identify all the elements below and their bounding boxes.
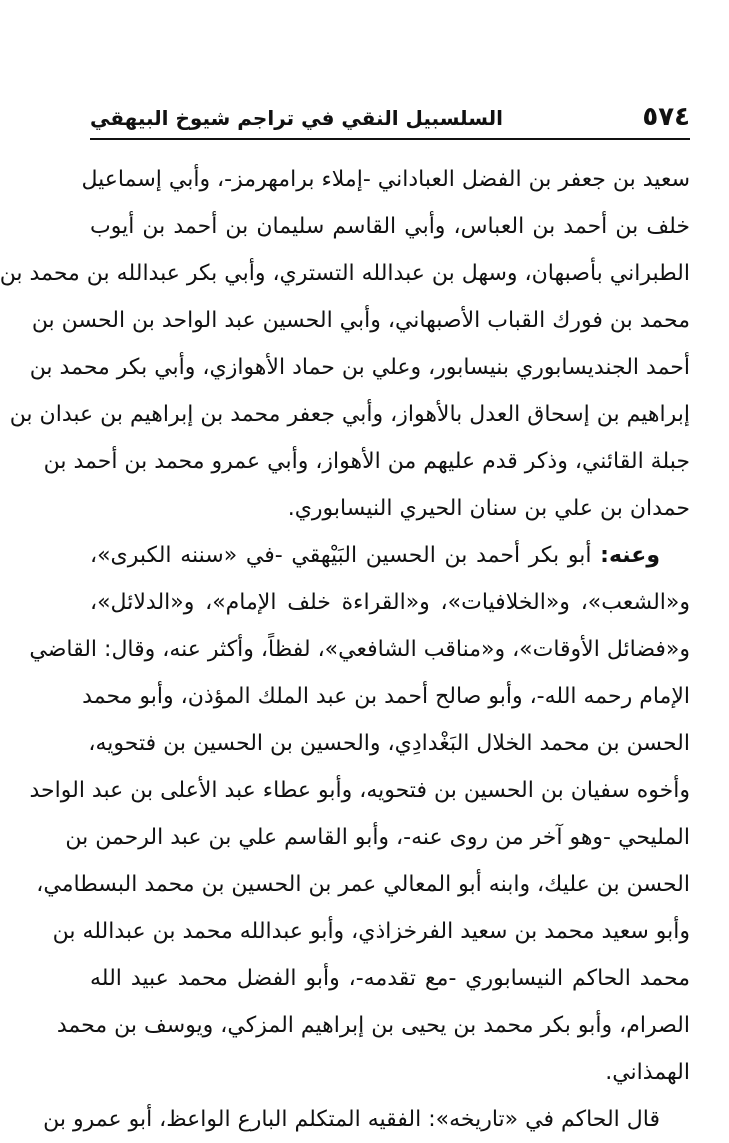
text-line [90,720,690,767]
text-line [90,532,690,579]
book-title: السلسبيل النقي في تراجم شيوخ البيهقي [90,106,503,130]
text-line [29,344,690,391]
text-line [31,297,690,344]
line-text: محمد بن فورك القباب الأصبهاني، وأبي الحسين عبد الواحد بن الحسن بن [31,308,690,333]
line-text: و«فضائل الأوقات»، و«مناقب الشافعي»، لفظاً، وأكثر عنه، وقال: القاضي [29,637,690,662]
header-rule [90,138,690,140]
text-line [29,626,690,673]
line-text: سعيد بن جعفر بن الفضل العباداني -إملاء برامهرمز-، وأبي إسماعيل [81,167,690,192]
line-text: جبلة القائني، وذكر قدم عليهم من الأهواز، وأبي عمرو محمد بن أحمد بن [43,449,690,474]
text-line [90,1049,690,1096]
line-text: الحسن بن عليك، وابنه أبو المعالي عمر بن الحسين بن محمد البسطامي، [36,872,690,897]
line-text: أبو بكر أحمد بن الحسين البَيْهقي -في «سننه الكبرى»، [90,543,601,568]
line-text: وأخوه سفيان بن الحسين بن فتحويه، وأبو عطاء عبد الأعلى بن عبد الواحد [29,778,690,803]
text-line [52,908,690,955]
line-text: و«الشعب»، و«الخلافيات»، و«القراءة خلف الإمام»، و«الدلائل»، [90,590,690,615]
line-text: حمدان بن علي بن سنان الحيري النيسابوري. [287,496,690,521]
text-line [9,391,690,438]
page-number: ٥٧٤ [642,102,690,132]
text-line [43,1096,690,1143]
text-line [65,814,690,861]
line-text: إبراهيم بن إسحاق العدل بالأهواز، وأبي جعفر محمد بن إبراهيم بن عبدان بن [9,402,690,427]
text-line [81,156,690,203]
line-text: الطبراني بأصبهان، وسهل بن عبدالله التستري، وأبي بكر عبدالله بن محمد بن [0,261,690,286]
line-text: خلف بن أحمد بن العباس، وأبي القاسم سليمان بن أحمد بن أيوب [90,214,690,239]
line-text: الإمام رحمه الله-، وأبو صالح أحمد بن عبد الملك المؤذن، وأبو محمد [82,684,690,709]
text-line [82,673,690,720]
line-text: قال الحاكم في «تاريخه»: الفقيه المتكلم البارع الواعظ، أبو عمرو بن [43,1107,660,1132]
text-line [36,861,690,908]
text-line [0,250,690,297]
body-text [0,156,690,1143]
line-text: الحسن بن محمد الخلال البَغْدادِي، والحسين بن الحسين بن فتحويه، [88,731,690,756]
running-header [90,100,690,136]
text-line [29,767,690,814]
line-text: محمد الحاكم النيسابوري -مع تقدمه-، وأبو الفضل محمد عبيد الله [90,966,690,991]
line-text: أحمد الجنديسابوري بنيسابور، وعلي بن حماد الأهوازي، وأبي بكر محمد بن [29,355,690,380]
line-text: وأبو سعيد محمد بن سعيد الفرخزاذي، وأبو عبدالله محمد بن عبدالله بن [52,919,690,944]
line-text: الهمذاني. [605,1060,690,1085]
paragraph-lead: وعنه: [600,543,660,568]
text-line [90,485,690,532]
line-text: الصرام، وأبو بكر محمد بن يحيى بن إبراهيم المزكي، ويوسف بن محمد [56,1013,690,1038]
text-line [43,438,690,485]
text-line [56,1002,690,1049]
text-line [90,203,690,250]
text-line [90,955,690,1002]
line-text: المليحي -وهو آخر من روى عنه-، وأبو القاسم علي بن عبد الرحمن بن [65,825,690,850]
text-line [90,579,690,626]
